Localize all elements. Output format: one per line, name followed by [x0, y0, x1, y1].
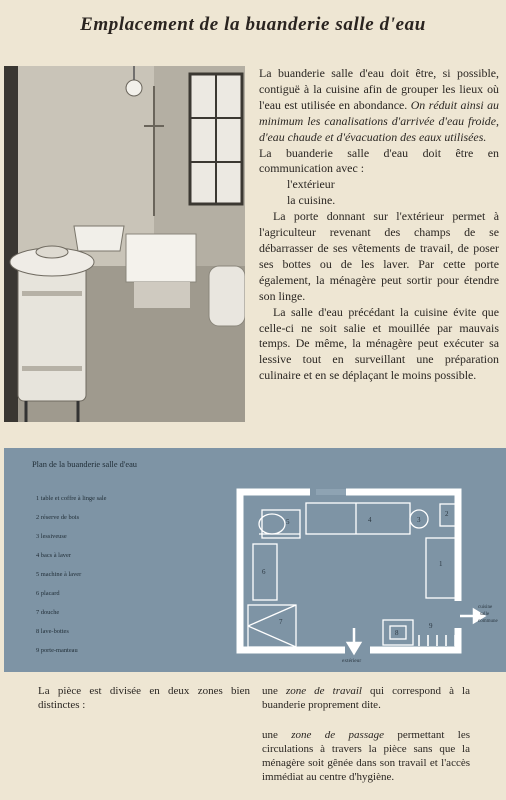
intro-item-kitchen: la cuisine. [287, 193, 336, 208]
label-kitchen-line2: salle [480, 612, 490, 617]
plan-legend [36, 489, 107, 660]
zones-description [262, 684, 470, 784]
passage-zone-term: zone de passage [291, 729, 384, 741]
intro-paragraph-4: La salle d'eau précédant la cuisine évite que celle-ci ne soit salie et mouillée par mauvais temps. De même, la ménagère peut exécuter sa lessive tout en surveillant une préparation culinaire et en se déplaçant le moins possible. [259, 304, 499, 383]
plan-number-1: 1 [439, 560, 443, 568]
plan-number-2: 2 [445, 510, 449, 518]
passage-zone-prefix: une [262, 729, 292, 741]
legend-item: 3 lessiveuse [36, 533, 67, 540]
label-kitchen-line3: commune [478, 619, 498, 624]
window-marker [316, 489, 346, 495]
passage-zone-rest: permettant les circulations à travers la pièce sans que la ménagère soit gênée dans son travail et l'accès immédiat au centre d'hygiène. [262, 729, 470, 783]
intro-paragraph-2: La buanderie salle d'eau doit être en communication avec : [259, 145, 499, 176]
label-kitchen-line1: cuisine [478, 605, 493, 610]
work-zone-term: zone de travail [285, 685, 362, 697]
plan-title: Plan de la buanderie salle d'eau [32, 460, 137, 469]
intro-item-exterior: l'extérieur [287, 177, 335, 192]
legend-item: 9 porte-manteau [36, 647, 78, 654]
legend-item: 8 lave-bottes [36, 628, 69, 635]
intro-paragraph-3: La porte donnant sur l'extérieur permet à l'agriculteur revenant des champs de se débarrasser de ses vêtements de travail, de poser ses bottes ou de les laver. Par cette porte également, la ménagère peut sortir pour étendre son linge. [259, 209, 499, 303]
work-zone-prefix: une [262, 685, 286, 697]
plan-number-3: 3 [417, 516, 421, 524]
plan-number-6: 6 [262, 568, 266, 576]
plan-number-7: 7 [279, 618, 283, 626]
plan-number-5: 5 [286, 518, 290, 526]
page-title: Emplacement de la buanderie salle d'eau [80, 14, 426, 35]
legend-item: 1 table et coffre à linge sale [36, 495, 107, 502]
plan-number-9: 9 [429, 622, 433, 630]
plan-number-8: 8 [395, 629, 399, 637]
zones-intro [38, 684, 250, 712]
laundry-room-photo [4, 66, 245, 422]
legend-item: 2 réserve de bois [36, 514, 80, 521]
legend-item: 4 bacs à laver [36, 552, 71, 559]
legend-item: 7 douche [36, 609, 60, 616]
zones-intro-text: La pièce est divisée en deux zones bien distinctes : [38, 685, 250, 711]
intro-p1-emphasis: On réduit ainsi au minimum les canalisations d'arrivée d'eau froide, d'eau chaude et d'évacuation des eaux utilisées. [259, 97, 499, 144]
laundry-room-illustration [4, 66, 245, 422]
legend-item: 6 placard [36, 590, 60, 597]
intro-p1-text: La buanderie salle d'eau doit être, si possible, contiguë à la cuisine afin de grouper les lieux où l'eau est utilisée en abondance. [259, 66, 499, 112]
intro-paragraph-1 [259, 66, 499, 146]
legend-item: 5 machine à laver [36, 571, 82, 578]
work-zone-rest: qui correspond à la buanderie proprement dite. [262, 685, 470, 711]
plan-number-4: 4 [368, 516, 372, 524]
intro-text [259, 66, 499, 384]
work-zone-text [262, 684, 470, 712]
passage-zone-text [262, 728, 470, 784]
label-exterior: extérieur [342, 658, 362, 664]
